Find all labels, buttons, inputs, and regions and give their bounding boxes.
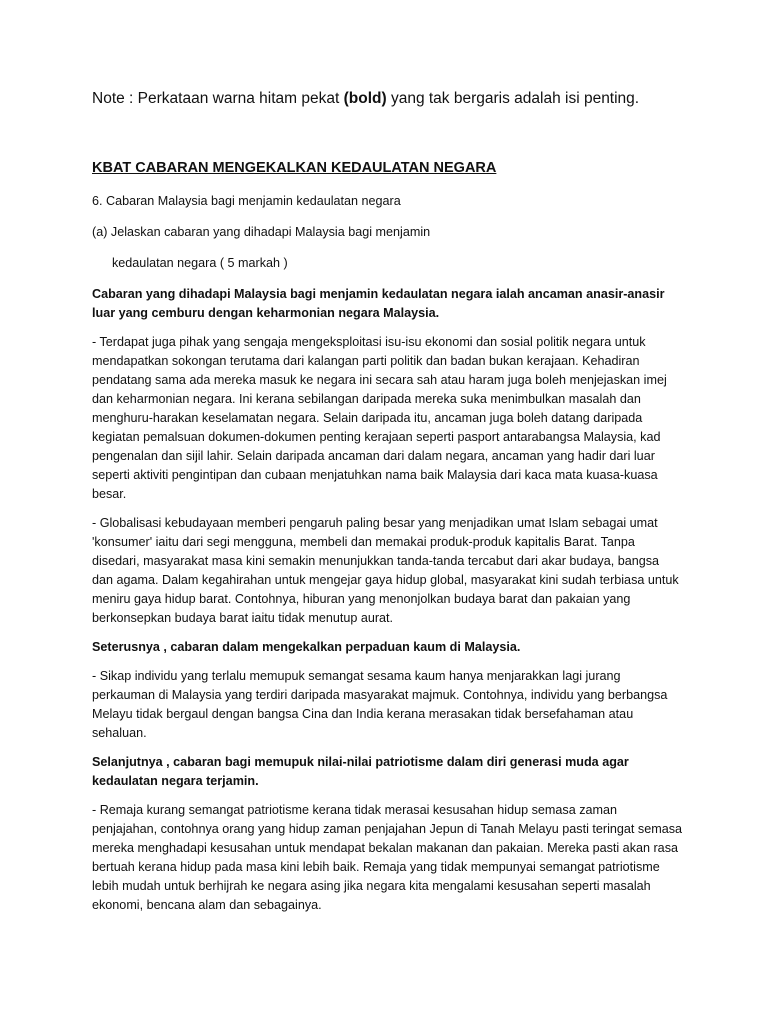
document-page (92, 88, 682, 925)
main-point-2: Seterusnya , cabaran dalam mengekalkan perpaduan kaum di Malaysia. (92, 640, 521, 654)
main-point-3: Selanjutnya , cabaran bagi memupuk nilai-nilai patriotisme dalam diri generasi muda agar kedaulatan negara terjamin. (92, 755, 629, 788)
note-prefix: Note : Perkataan warna hitam pekat (92, 90, 344, 107)
paragraph-4: - Remaja kurang semangat patriotisme kerana tidak merasai kesusahan hidup semasa zaman penjajahan, contohnya orang yang hidup zaman penjajahan Jepun di Tanah Melayu pasti teringat semasa mereka menghadapi kesusahan untuk mendapat bekalan makanan dan pakaian. Mereka pasti akan rasa bertuah kerana hidup pada masa kini lebih baik. Remaja yang tidak mempunyai semangat patriotisme lebih mudah untuk berhijrah ke negara asing jika negara kita mengalami kesusahan seperti masalah ekonomi, bencana alam dan sebagainya. (92, 803, 682, 912)
note-suffix: yang tak bergaris adalah isi penting. (386, 90, 640, 107)
question-part-a-line2: kedaulatan negara ( 5 markah ) (112, 256, 288, 270)
note-bold-word: (bold) (343, 90, 387, 107)
main-point-1: Cabaran yang dihadapi Malaysia bagi menjamin kedaulatan negara ialah ancaman anasir-anasir luar yang cemburu dengan keharmonian negara Malaysia. (92, 287, 665, 320)
paragraph-3: - Sikap individu yang terlalu memupuk semangat sesama kaum hanya menjarakkan lagi jurang perkauman di Malaysia yang terdiri daripada masyarakat majmuk. Contohnya, individu yang berbangsa Melayu tidak bergaul dengan bangsa Cina dan India kerana merasakan tidak bersefahaman atau sehaluan. (92, 669, 668, 740)
question-number-line: 6. Cabaran Malaysia bagi menjamin kedaulatan negara (92, 194, 401, 208)
paragraph-1: - Terdapat juga pihak yang sengaja mengeksploitasi isu-isu ekonomi dan sosial politik negara untuk mendapatkan sokongan terutama dari kalangan parti politik dan badan bukan kerajaan. Kehadiran pendatang sama ada mereka masuk ke negara ini secara sah atau haram juga boleh menjejaskan imej dan keharmonian negara. Ini kerana sebilangan daripada mereka suka menimbulkan masalah dan menghuru-harakan keselamatan negara. Selain daripada itu, ancaman juga boleh datang daripada kegiatan pemalsuan dokumen-dokumen penting kerajaan seperti pasport antarabangsa Malaysia, kad pengenalan dan sijil lahir. Selain daripada ancaman dari dalam negara, ancaman yang hadir dari luar seperti aktiviti pengintipan dan cubaan menjatuhkan nama baik Malaysia dari kaca mata kuasa-kuasa besar. (92, 335, 667, 501)
document-heading: KBAT CABARAN MENGEKALKAN KEDAULATAN NEGARA (92, 160, 497, 176)
note-line (92, 88, 682, 110)
paragraph-2: - Globalisasi kebudayaan memberi pengaruh paling besar yang menjadikan umat Islam sebagai umat 'konsumer' iaitu dari segi mengguna, membeli dan memakai produk-produk kapitalis Barat. Tanpa disedari, masyarakat masa kini semakin menunjukkan tanda-tanda tercabut dari akar budaya, bangsa dan agama. Dalam kegahirahan untuk mengejar gaya hidup global, masyarakat kini sudah terbiasa untuk meniru gaya hidup barat. Contohnya, hiburan yang menonjolkan budaya barat dan pakaian yang berkonsepkan budaya barat iaitu tidak menutup aurat. (92, 516, 679, 625)
question-part-a-line1: (a) Jelaskan cabaran yang dihadapi Malaysia bagi menjamin (92, 225, 431, 239)
